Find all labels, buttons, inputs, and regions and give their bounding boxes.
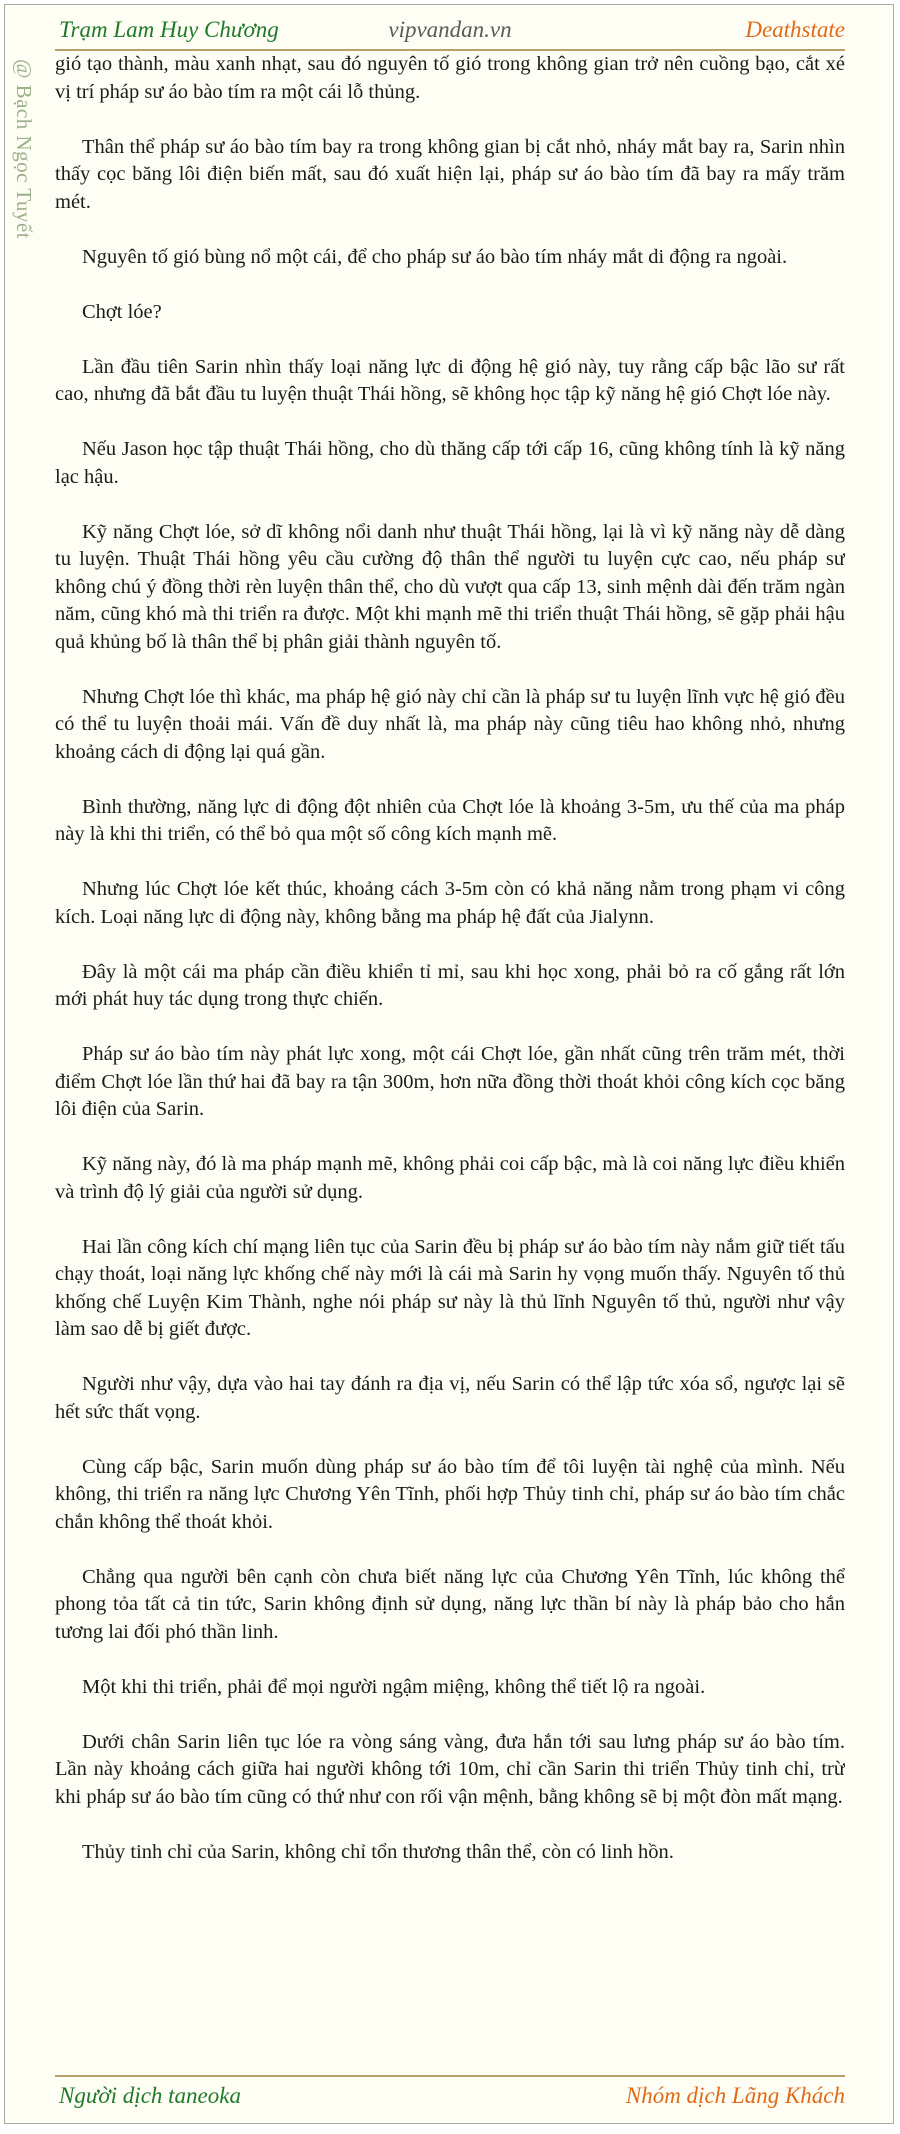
paragraph: Người như vậy, dựa vào hai tay đánh ra địa vị, nếu Sarin có thể lập tức xóa sổ, ngược lại sẽ hết sức thất vọng. xyxy=(55,1373,845,1423)
paragraph: Pháp sư áo bào tím này phát lực xong, một cái Chợt lóe, gần nhất cũng trên trăm mét, thời điểm Chợt lóe lần thứ hai đã bay ra tận 300m, hơn nữa đồng thời thoát khỏi công kích cọc băng lôi điện của Sarin. xyxy=(55,1043,845,1120)
chapter-text xyxy=(55,51,845,2053)
paragraph: Chẳng qua người bên cạnh còn chưa biết năng lực của Chương Yên Tĩnh, lúc không thể phong tỏa tất cả tin tức, Sarin không định sử dụng, năng lực thần bí này là pháp bảo cho hắn tương lai đối phó thần linh. xyxy=(55,1565,845,1643)
header-site-name: Trạm Lam Huy Chương xyxy=(59,17,279,42)
page-header xyxy=(55,11,845,51)
paragraph: Nguyên tố gió bùng nổ một cái, để cho pháp sư áo bào tím nháy mắt di động ra ngoài. xyxy=(82,245,788,268)
paragraph: Kỹ năng Chợt lóe, sở dĩ không nổi danh như thuật Thái hồng, lại là vì kỹ năng này dễ dàng tu luyện. Thuật Thái hồng yêu cầu cường độ thân thể người tu luyện cực cao, nếu pháp sư không chú ý đồng thời rèn luyện thân thể, cho dù vượt qua cấp 13, sinh mệnh dài đến trăm ngàn năm, cũng khó mà thi triển ra được. Một khi mạnh mẽ thi triển thuật Thái hồng, sẽ gặp phải hậu quả khủng bố là thân thể bị phân giải thành nguyên tố. xyxy=(55,520,845,653)
paragraph: Lần đầu tiên Sarin nhìn thấy loại năng lực di động hệ gió này, tuy rằng cấp bậc lão sư rất cao, nhưng đã bắt đầu tu luyện thuật Thái hồng, sẽ không học tập kỹ năng hệ gió Chợt lóe này. xyxy=(55,355,845,405)
paragraph: Nhưng Chợt lóe thì khác, ma pháp hệ gió này chỉ cần là pháp sư tu luyện lĩnh vực hệ gió đều có thể tu luyện thoải mái. Vấn đề duy nhất là, ma pháp này cũng tiêu hao không nhỏ, nhưng khoảng cách di động lại quá gần. xyxy=(55,685,845,763)
paragraph: Thân thể pháp sư áo bào tím bay ra trong không gian bị cắt nhỏ, nháy mắt bay ra, Sarin nhìn thấy cọc băng lôi điện biến mất, sau đó xuất hiện lại, pháp sư áo bào tím đã bay ra mấy trăm mét. xyxy=(55,135,845,213)
header-url: vipvandan.vn xyxy=(388,17,512,42)
paragraph: Cùng cấp bậc, Sarin muốn dùng pháp sư áo bào tím để tôi luyện tài nghệ của mình. Nếu không, thi triển ra năng lực Chương Yên Tĩnh, phối hợp Thủy tinh chỉ, pháp sư áo bào tím chắc chắn không thể thoát khỏi. xyxy=(55,1455,845,1533)
paragraph: Một khi thi triển, phải để mọi người ngậm miệng, không thể tiết lộ ra ngoài. xyxy=(82,1675,706,1698)
footer-translator: Người dịch taneoka xyxy=(59,2083,241,2108)
paragraph: Kỹ năng này, đó là ma pháp mạnh mẽ, không phải coi cấp bậc, mà là coi năng lực điều khiển và trình độ lý giải của người sử dụng. xyxy=(55,1153,845,1203)
page-footer xyxy=(55,2075,845,2115)
paragraph: Chợt lóe? xyxy=(82,300,162,323)
side-credit: @ Bạch Ngọc Tuyết xyxy=(12,59,36,240)
paragraph: Nhưng lúc Chợt lóe kết thúc, khoảng cách 3-5m còn có khả năng nằm trong phạm vi công kích. Loại năng lực di động này, không bằng ma pháp hệ đất của Jialynn. xyxy=(55,878,845,928)
paragraph: Thủy tinh chỉ của Sarin, không chỉ tổn thương thân thể, còn có linh hồn. xyxy=(82,1840,674,1863)
paragraph: Bình thường, năng lực di động đột nhiên của Chợt lóe là khoảng 3-5m, ưu thế của ma pháp này là khi thi triển, có thể bỏ qua một số công kích mạnh mẽ. xyxy=(55,795,845,845)
paragraph: Nếu Jason học tập thuật Thái hồng, cho dù thăng cấp tới cấp 16, cũng không tính là kỹ năng lạc hậu. xyxy=(55,438,845,488)
page xyxy=(4,4,894,2124)
paragraph: Dưới chân Sarin liên tục lóe ra vòng sáng vàng, đưa hắn tới sau lưng pháp sư áo bào tím. Lần này khoảng cách giữa hai người không tới 10m, chỉ cần Sarin thi triển Thủy tinh chỉ, trừ khi pháp sư áo bào tím cũng có thứ như con rối vận mệnh, bằng không sẽ bị một đòn mất mạng. xyxy=(55,1730,845,1808)
paragraph: Đây là một cái ma pháp cần điều khiển tỉ mỉ, sau khi học xong, phải bỏ ra cố gắng rất lớn mới phát huy tác dụng trong thực chiến. xyxy=(55,960,845,1010)
header-author: Deathstate xyxy=(745,17,845,42)
paragraph: Hai lần công kích chí mạng liên tục của Sarin đều bị pháp sư áo bào tím này nắm giữ tiết tấu chạy thoát, loại năng lực khống chế này mới là cái mà Sarin hy vọng muốn thấy. Nguyên tố thủ khống chế Luyện Kim Thành, nghe nói pháp sư này là thủ lĩnh Nguyên tố thủ, người như vậy làm sao dễ bị giết được. xyxy=(55,1235,845,1340)
footer-group: Nhóm dịch Lãng Khách xyxy=(625,2083,845,2108)
paragraph: gió tạo thành, màu xanh nhạt, sau đó nguyên tố gió trong không gian trở nên cuồng bạo, cắt xé vị trí pháp sư áo bào tím ra một cái lỗ thủng. xyxy=(55,53,845,103)
